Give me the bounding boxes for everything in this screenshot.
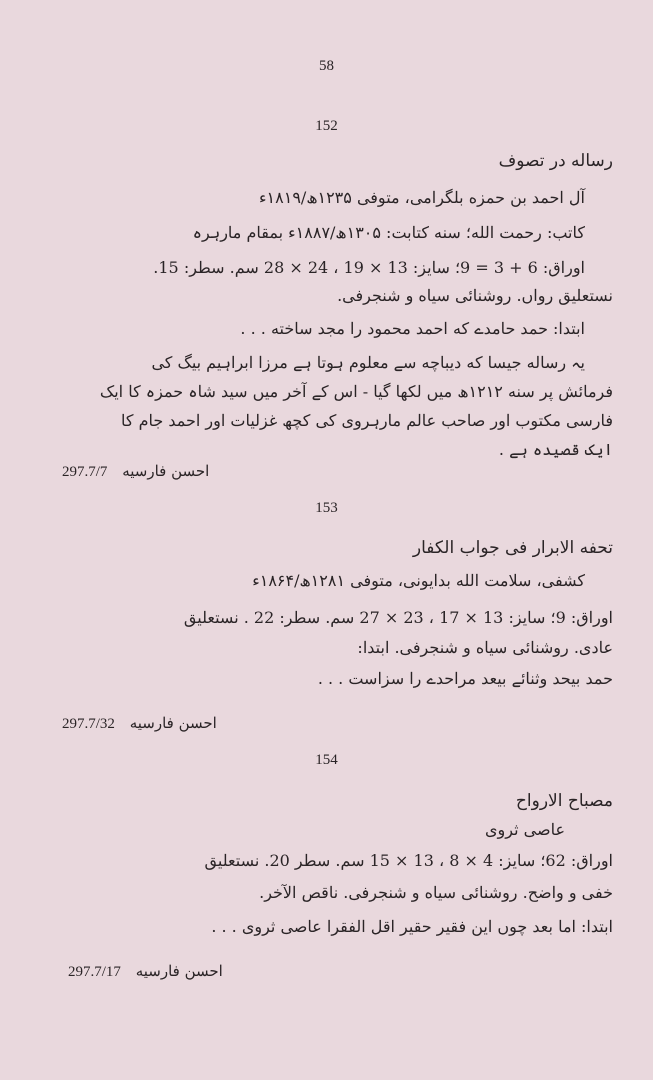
shelf-number: 297.7/32 [62,716,115,732]
author-line: عاصی ثروی [485,820,565,839]
author-line: آل احمد بن حمزه بلگرامی، متوفی ۱۲۳۵ھ/۱۸۱۹ء [259,188,585,207]
incipit-line: ابتدا: حمد حامدے که احمد محمود را مجد ساخته . . . [240,319,585,338]
shelf-label: احسن فارسیه [135,962,223,980]
folios-line: اوراق: 9؛ سایز: 13 × 17 ، 23 × 27 سم. سطر: 22 . نستعلیق [183,608,613,627]
note-line: یہ رساله جیسا که دیباچه سے معلوم ہوتا ہے مرزا ابراہیم بیگ کی [151,353,585,372]
script-line: نستعلیق رواں. روشنائی سیاه و شنجرفی. [337,286,613,305]
shelfmark [68,962,223,981]
shelf-label: احسن فارسیه [122,462,210,480]
note-line: فرمائش پر سنه ۱۲۱۲ھ میں لکھا گیا - اس کے آخر میں سید شاہ حمزہ کا ایک [99,382,613,401]
entry-number: 153 [315,500,338,516]
entry-title: رساله در تصوف [498,151,613,171]
shelf-number: 297.7/17 [68,964,121,980]
folios-line: اوراق: 62؛ سایز: 4 × 8 ، 13 × 15 سم. سطر 20. نستعلیق [204,851,613,870]
entry-number: 152 [315,118,338,134]
shelfmark [62,714,217,733]
page-number: 58 [319,58,334,74]
entry-number: 154 [315,752,338,768]
shelfmark [62,462,209,481]
incipit-line: ابتدا: اما بعد چوں این فقیر حقیر اقل الفقرا عاصی ثروی . . . [211,917,613,936]
folios-line: اوراق: 6 + 3 = 9؛ سایز: 13 × 19 ، 24 × 28 سم. سطر: 15. [153,258,585,277]
shelf-label: احسن فارسیه [129,714,217,732]
script-line: خفی و واضح. روشنائی سیاه و شنجرفی. ناقص الآخر. [259,883,613,902]
shelf-number: 297.7/7 [62,464,108,480]
entry-title: تحفه الابرار فی جواب الکفار [412,538,613,558]
note-line: ایک قصیدہ ہے . [498,440,613,459]
scribe-line: کاتب: رحمت الله؛ سنه کتابت: ۱۳۰۵ھ/۱۸۸۷ء بمقام مارہرہ [192,223,585,242]
author-line: کشفی، سلامت الله بدایونی، متوفی ۱۲۸۱ھ/۱۸۶۴ء [252,571,585,590]
note-line: فارسی مکتوب اور صاحب عالم مارہروی کی کچھ غزلیات اور احمد جام کا [120,411,613,430]
incipit-line: حمد بیحد وثنائے بیعد مراحدے را سزاست . . . [317,669,613,688]
script-line: عادی. روشنائی سیاه و شنجرفی. ابتدا: [357,638,613,657]
entry-title: مصباح الارواح [515,791,613,811]
